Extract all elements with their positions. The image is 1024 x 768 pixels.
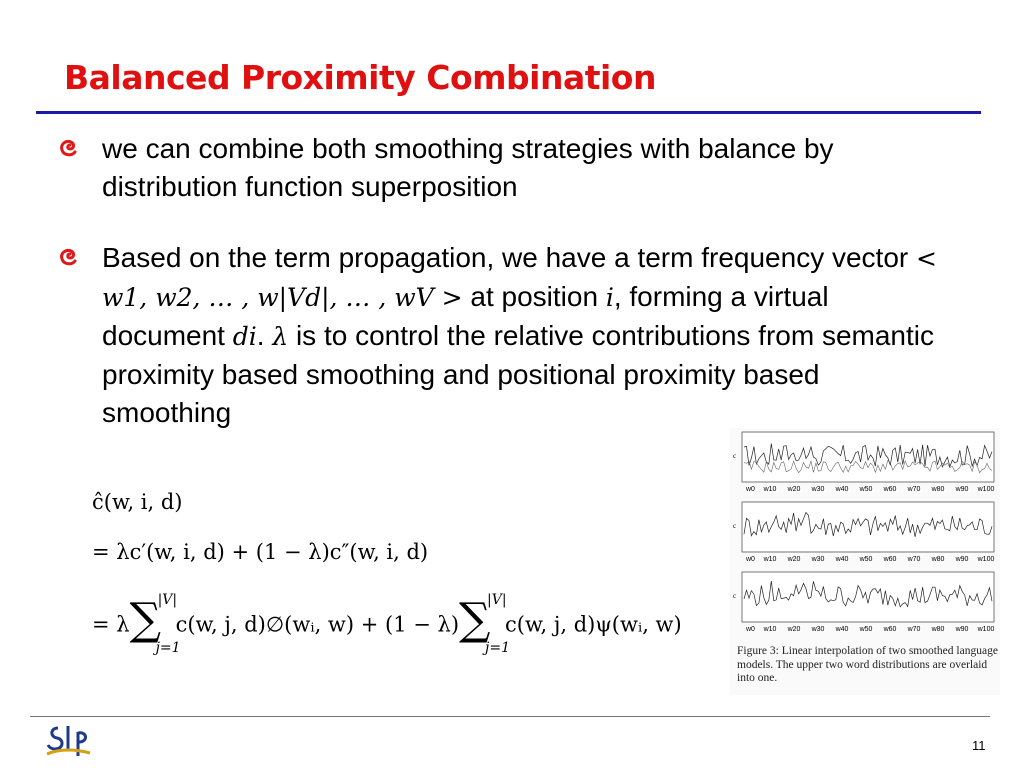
plot-tick-label: w0 xyxy=(746,486,755,493)
plot-tick-label: w90 xyxy=(955,626,969,633)
plot-tick-label: w20 xyxy=(787,556,801,563)
plot-tick-label: w30 xyxy=(811,556,825,563)
plot-tick-label: w70 xyxy=(907,556,921,563)
slp-logo xyxy=(44,722,92,760)
sum-lower-limit: j=1 xyxy=(485,640,511,656)
plot-tick-label: w20 xyxy=(787,626,801,633)
sigma-symbol: ∑ xyxy=(129,594,162,645)
plot-y-label: c xyxy=(733,452,737,460)
plot-tick-label: w80 xyxy=(931,626,945,633)
bullet-2-part-c: , forming a virtual document xyxy=(102,281,829,351)
bullet-2-part-a: Based on the term propagation, we have a term frequency vector xyxy=(102,242,917,273)
plot-tick-label: w80 xyxy=(931,486,945,493)
plot-tick-label: w70 xyxy=(907,486,921,493)
slide-title: Balanced Proximity Combination xyxy=(64,58,656,97)
lambda-variable: λ xyxy=(272,322,289,351)
plot-tick-label: w0 xyxy=(746,556,755,563)
plot-tick-label: w50 xyxy=(859,556,873,563)
plot-y-label: c xyxy=(733,522,737,530)
bullet-2-part-b: at position xyxy=(462,281,606,312)
bullet-2 xyxy=(58,239,948,432)
plot-frame xyxy=(742,432,994,482)
swirl-bullet-icon xyxy=(58,247,80,267)
sum-upper-limit: |V| xyxy=(157,592,178,608)
plot-tick-label: w90 xyxy=(955,556,969,563)
plot-tick-label: w0 xyxy=(746,626,755,633)
bullet-2-part-e: is to control the relative contributions from semantic proximity based smoothing and positional proximity based smoothing xyxy=(102,320,935,428)
bullet-1-text: we can combine both smoothing strategies with balance by distribution function superposition xyxy=(102,133,834,202)
equation-line-1: ĉ(w, i, d) xyxy=(92,490,183,514)
virtual-document-variable: di xyxy=(232,322,257,351)
plot-tick-label: w10 xyxy=(763,556,777,563)
plot-y-label: c xyxy=(733,592,737,600)
plot-tick-label: w30 xyxy=(811,486,825,493)
summation-2 xyxy=(459,592,511,656)
bullet-2-text xyxy=(102,239,948,432)
plot-tick-label: w100 xyxy=(977,486,995,493)
summation-1 xyxy=(129,592,181,656)
plot-tick-label: w10 xyxy=(763,626,777,633)
plot-tick-label: w70 xyxy=(907,626,921,633)
figure-plots xyxy=(730,428,1000,643)
plot-tick-label: w40 xyxy=(835,556,849,563)
plot-tick-label: w60 xyxy=(883,486,897,493)
bullet-2-part-d: . xyxy=(256,320,273,351)
plot-frame xyxy=(742,502,994,552)
equation-line-3-term-1: c(w, j, d)∅(wᵢ, w) + (1 − λ) xyxy=(175,612,460,637)
plot-tick-label: w50 xyxy=(859,626,873,633)
plot-tick-label: w100 xyxy=(977,626,995,633)
sum-upper-limit: |V| xyxy=(487,592,507,608)
equation-line-3 xyxy=(92,592,682,658)
plot-tick-label: w100 xyxy=(977,556,995,563)
plot-tick-label: w30 xyxy=(811,626,825,633)
page-number: 11 xyxy=(972,738,986,753)
plot-tick-label: w10 xyxy=(763,486,777,493)
plot-tick-label: w90 xyxy=(955,486,969,493)
plot-tick-label: w40 xyxy=(835,626,849,633)
plot-tick-label: w60 xyxy=(883,626,897,633)
plot-tick-label: w60 xyxy=(883,556,897,563)
plot-tick-label: w40 xyxy=(835,486,849,493)
position-variable: i xyxy=(605,283,614,312)
sigma-symbol: ∑ xyxy=(459,594,491,645)
plot-tick-label: w80 xyxy=(931,556,945,563)
sum-lower-limit: j=1 xyxy=(155,640,181,656)
equation-line-3-lead: = λ xyxy=(92,612,130,637)
figure-caption: Figure 3: Linear interpolation of two smoothed language models. The upper two word distributions are overlaid into one. xyxy=(737,645,998,685)
bullet-1 xyxy=(58,130,948,206)
plot-tick-label: w50 xyxy=(859,486,873,493)
plot-tick-label: w20 xyxy=(787,486,801,493)
footer-divider xyxy=(30,716,990,717)
swirl-bullet-icon xyxy=(58,138,80,158)
term-frequency-vector: < w1, w2, … , w|Vd|, … , wV > xyxy=(102,244,937,312)
plot-frame xyxy=(742,572,994,622)
equation-line-3-term-2: c(w, j, d)ψ(wᵢ, w) xyxy=(505,612,682,637)
equation-line-2: = λc′(w, i, d) + (1 − λ)c″(w, i, d) xyxy=(92,540,429,564)
title-divider xyxy=(36,111,981,114)
